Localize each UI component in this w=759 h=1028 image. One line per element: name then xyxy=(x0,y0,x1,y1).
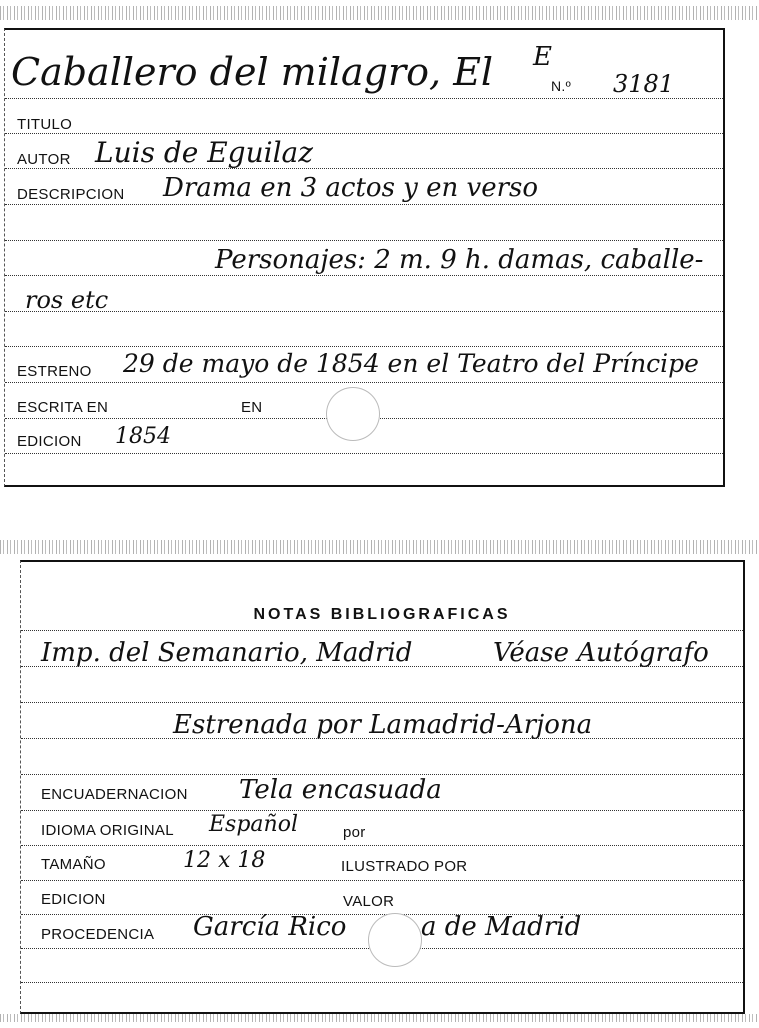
titulo-label: TITULO xyxy=(17,116,73,133)
encuadernacion-label: ENCUADERNACION xyxy=(41,786,188,803)
scan-noise-bottom xyxy=(0,1014,759,1022)
autor-label: AUTOR xyxy=(17,151,71,168)
personajes-handwriting: Personajes: 2 m. 9 h. damas, caballe- xyxy=(215,245,704,275)
note-imprenta-handwriting: Imp. del Semanario, Madrid xyxy=(41,638,413,668)
note-autografo-handwriting: Véase Autógrafo xyxy=(493,638,709,668)
tamano-handwriting: 12 x 18 xyxy=(183,848,266,873)
note-estrenada-handwriting: Estrenada por Lamadrid-Arjona xyxy=(173,710,593,740)
estreno-handwriting: 29 de mayo de 1854 en el Teatro del Príncipe xyxy=(123,349,699,378)
personajes-continued-handwriting: ros etc xyxy=(25,286,109,314)
por-label: por xyxy=(343,824,366,841)
idioma-handwriting: Español xyxy=(209,812,298,837)
en-label: EN xyxy=(241,399,263,416)
catalog-card-main xyxy=(4,28,725,487)
procedencia-label: PROCEDENCIA xyxy=(41,926,155,943)
scan-noise-middle xyxy=(0,540,759,554)
scan-noise-top xyxy=(0,6,759,20)
procedencia-handwriting: García Rico xyxy=(193,912,347,942)
punched-hole-stamp-notes xyxy=(369,914,421,966)
tamano-label: TAMAÑO xyxy=(41,856,106,873)
descripcion-label: DESCRIPCION xyxy=(17,186,125,203)
edicion-label-notes: EDICION xyxy=(41,891,106,908)
title-handwriting: Caballero del milagro, El xyxy=(11,50,494,94)
number-handwriting: 3181 xyxy=(613,70,675,98)
edicion-label: EDICION xyxy=(17,433,82,450)
idioma-label: IDIOMA ORIGINAL xyxy=(41,822,174,839)
punched-hole-stamp xyxy=(327,388,379,440)
edicion-handwriting: 1854 xyxy=(115,424,171,449)
estreno-label: ESTRENO xyxy=(17,363,92,380)
encuadernacion-handwriting: Tela encasuada xyxy=(239,775,442,805)
number-label: N.º xyxy=(551,78,572,94)
procedencia-handwriting-continued: a de Madrid xyxy=(421,912,582,942)
descripcion-handwriting: Drama en 3 actos y en verso xyxy=(163,173,539,203)
mark-handwriting: E xyxy=(533,42,552,72)
notes-heading: NOTAS BIBLIOGRAFICAS xyxy=(253,606,511,623)
escrita-en-label: ESCRITA EN xyxy=(17,399,109,416)
catalog-card-notes xyxy=(20,560,745,1014)
autor-handwriting: Luis de Eguilaz xyxy=(95,136,313,169)
ilustrado-label: ILUSTRADO POR xyxy=(341,858,468,875)
valor-label: VALOR xyxy=(343,893,395,910)
